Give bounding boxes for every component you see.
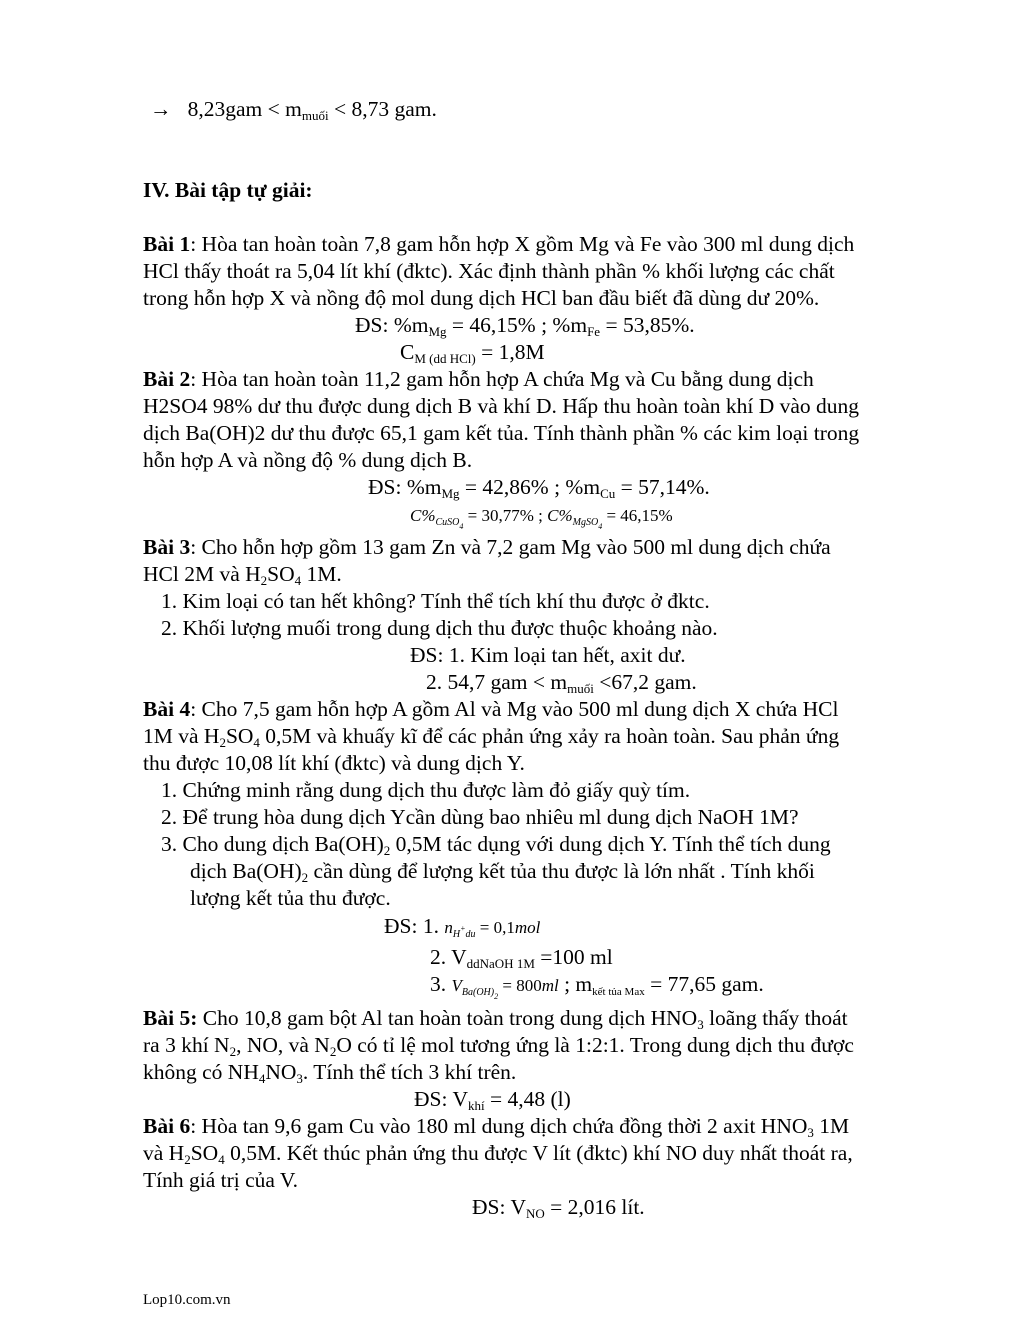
bai4-item-1: 1. Chứng minh rằng dung dịch thu được làm đỏ giấy quỳ tím. bbox=[161, 778, 691, 802]
bai3-answer-2: 2. 54,7 gam < $m_{muối} <67,2$ gam. bbox=[426, 670, 697, 696]
bai5-line-3: không có $NH_4NO_3$. Tính thể tích 3 khí trên. bbox=[143, 1060, 517, 1086]
bai4-line-3: thu được 10,08 lít khí (đktc) và dung dịch Y. bbox=[143, 751, 525, 775]
bai2-line-2: H2SO4 98% dư thu được dung dịch B và khí D. Hấp thu hoàn toàn khí D vào dung bbox=[143, 394, 860, 418]
bai5-line-1: Bài 5: Cho 10,8 gam bột Al tan hoàn toàn trong dung dịch $HNO_3$ loãng thấy thoát bbox=[143, 1006, 848, 1032]
bai1-line-1: Bài 1: Hòa tan hoàn toàn 7,8 gam hỗn hợp X gồm Mg và Fe vào 300 ml dung dịch bbox=[143, 232, 855, 256]
bai6-answer: ĐS: $V_{NO} = 2,016$ lít. bbox=[472, 1195, 645, 1221]
bai5-line-2: ra 3 khí $N_2$, NO, và $N_2O$ có tỉ lệ mol tương ứng là 1:2:1. Trong dung dịch thu được bbox=[143, 1033, 854, 1059]
bai4-item-3c: lượng kết tủa thu được. bbox=[190, 886, 391, 910]
bai6-line-3: Tính giá trị của V. bbox=[143, 1168, 299, 1192]
bai1-line-3: trong hỗn hợp X và nồng độ mol dung dịch HCl ban đầu biết đã dùng dư 20%. bbox=[143, 286, 820, 310]
bai2-line-4: hỗn hợp A và nồng độ % dung dịch B. bbox=[143, 448, 473, 472]
bai6-line-2: và $H_2SO_4$ 0,5M. Kết thúc phản ứng thu được V lít (đktc) khí NO duy nhất thoát ra, bbox=[143, 1141, 853, 1167]
bai5-answer: ĐS: $V_{khí} = 4,48$ (l) bbox=[414, 1087, 571, 1113]
bai4-line-1: Bài 4: Cho 7,5 gam hỗn hợp A gồm Al và Mg vào 500 ml dung dịch X chứa HCl bbox=[143, 697, 839, 721]
bai2-line-3: dịch Ba(OH)2 dư thu được 65,1 gam kết tủa. Tính thành phần % các kim loại trong bbox=[143, 421, 860, 445]
bai4-line-2: 1M và $H_2SO_4$ 0,5M và khuấy kĩ để các phản ứng xảy ra hoàn toàn. Sau phản ứng bbox=[143, 724, 840, 750]
top-result-line: → $8,23gam < m_{muối} < 8,73$ gam. bbox=[150, 97, 437, 123]
bai1-answer-2: $C_{M (dd HCl)} = 1,8M$ bbox=[400, 340, 545, 366]
bai2-answer-2: $C\%_{CuSO_4} = 30,77\%$ ; $C\%_{MgSO_4} = 46,15\%$ bbox=[410, 506, 673, 531]
bai3-answer-1: ĐS: 1. Kim loại tan hết, axit dư. bbox=[410, 643, 686, 667]
bai1-line-2: HCl thấy thoát ra 5,04 lít khí (đktc). Xác định thành phần % khối lượng các chất bbox=[143, 259, 835, 283]
bai4-item-3b: dịch $Ba(OH)_2$ cần dùng để lượng kết tủa thu được là lớn nhất . Tính khối bbox=[190, 859, 815, 885]
footer-source: Lop10.com.vn bbox=[143, 1292, 231, 1308]
bai6-line-1: Bài 6: Hòa tan 9,6 gam Cu vào 180 ml dung dịch chứa đồng thời 2 axit $HNO_3$ 1M bbox=[143, 1114, 850, 1140]
bai3-line-1: Bài 3: Cho hỗn hợp gồm 13 gam Zn và 7,2 gam Mg vào 500 ml dung dịch chứa bbox=[143, 535, 831, 559]
bai3-item-2: 2. Khối lượng muối trong dung dịch thu được thuộc khoảng nào. bbox=[161, 616, 718, 640]
bai4-answer-3: 3. $V_{Ba(OH)_2} = 800ml$ ; $m_{kết tủa Max} = 77,65$ gam. bbox=[430, 972, 764, 1001]
section-title: IV. Bài tập tự giải: bbox=[143, 178, 313, 202]
bai4-item-3a: 3. Cho dung dịch $Ba(OH)_2$ 0,5M tác dụng với dung dịch Y. Tính thể tích dung bbox=[161, 832, 831, 858]
bai2-line-1: Bài 2: Hòa tan hoàn toàn 11,2 gam hỗn hợp A chứa Mg và Cu bằng dung dịch bbox=[143, 367, 814, 391]
bai1-answer-1: ĐS: $\%m_{Mg} = 46,15\%$ ; $\%m_{Fe} = 53,85\%$. bbox=[355, 313, 695, 339]
arrow-icon: → bbox=[150, 97, 172, 121]
bai3-item-1: 1. Kim loại có tan hết không? Tính thể tích khí thu được ở đktc. bbox=[161, 589, 710, 613]
bai3-line-2: HCl 2M và $H_2SO_4$ 1M. bbox=[143, 562, 342, 588]
bai4-answer-2: 2. $V_{ddNaOH 1M} =100$ ml bbox=[430, 945, 613, 971]
bai2-answer-1: ĐS: $\%m_{Mg} = 42,86\%$ ; $\%m_{Cu} = 57,14\%$. bbox=[368, 475, 710, 501]
bai4-answer-1: ĐS: 1. $n_{H^+du} = 0,1mol$ bbox=[384, 914, 541, 940]
bai4-item-2: 2. Để trung hòa dung dịch Ycần dùng bao nhiêu ml dung dịch NaOH 1M? bbox=[161, 805, 799, 829]
